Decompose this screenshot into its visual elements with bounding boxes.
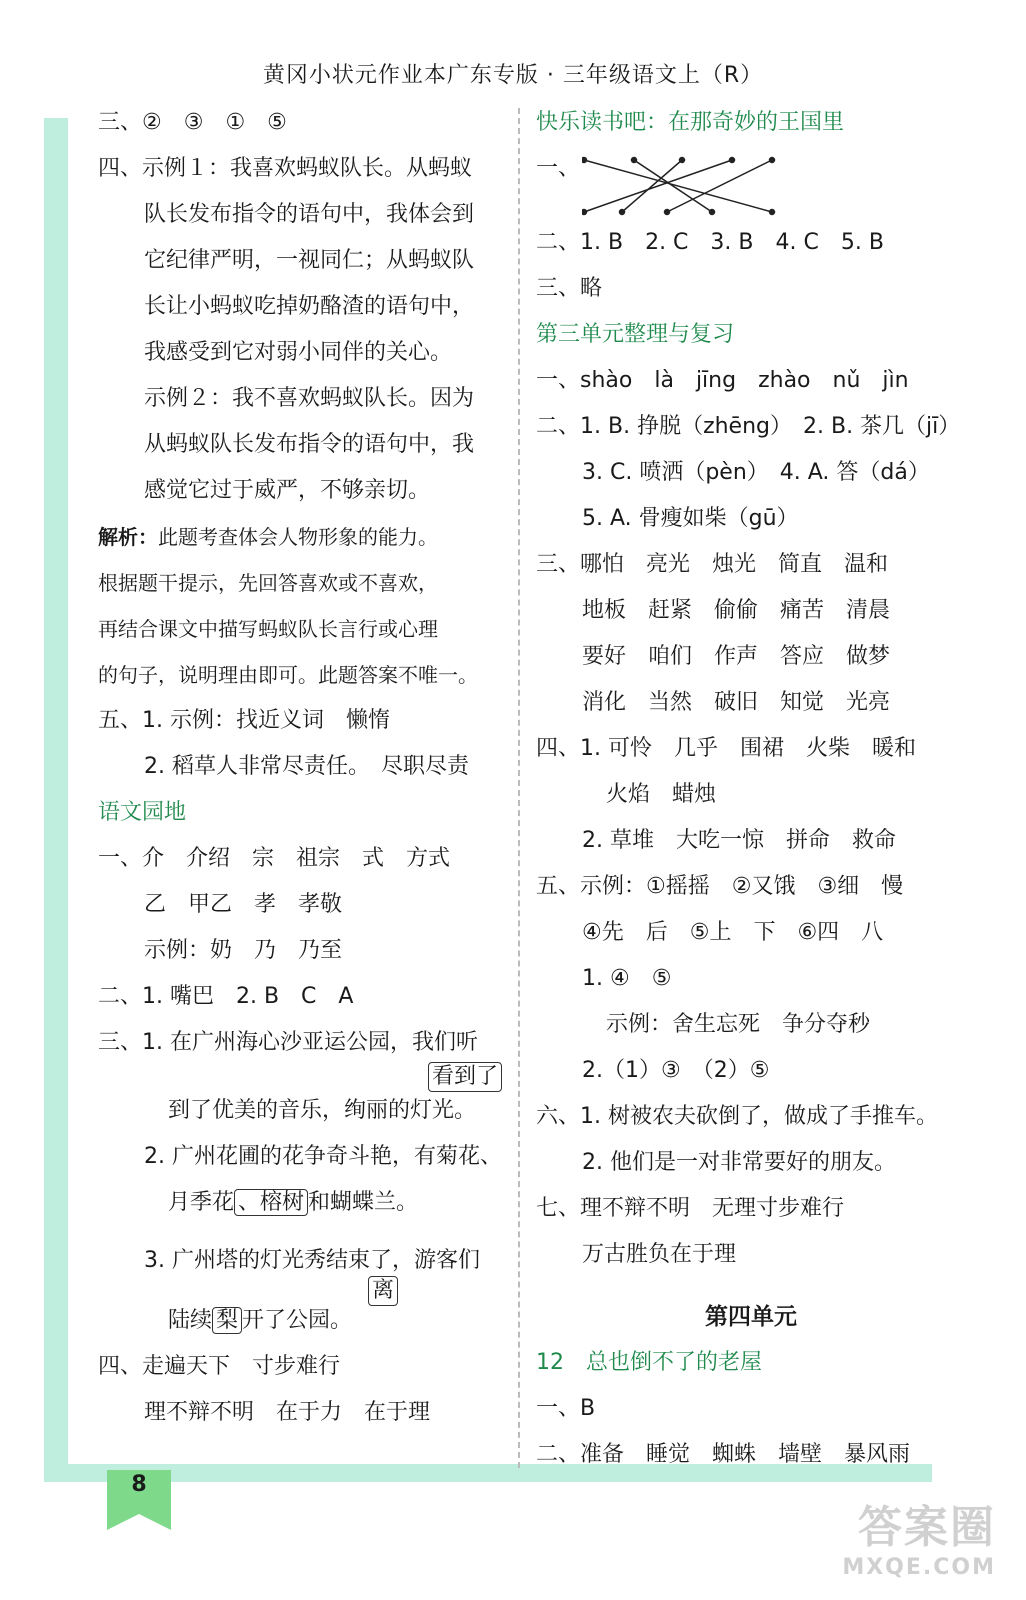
inserted-word: 看到了 bbox=[428, 1062, 502, 1092]
answer-text: 开了公园。 bbox=[242, 1308, 353, 1333]
left-column bbox=[98, 100, 508, 1436]
answer-line: 乙 甲乙 孝 孝敬 bbox=[144, 892, 343, 917]
correction-mark: 梨 bbox=[212, 1307, 242, 1334]
explanation-line bbox=[98, 514, 508, 560]
matching-lines-diagram bbox=[582, 154, 782, 218]
answer-line: 我感受到它对弱小同伴的关心。 bbox=[144, 340, 453, 365]
answer-line: 五、示例：①摇摇 ②又饿 ③细 慢 bbox=[536, 874, 904, 899]
correction-mark: 、榕树 bbox=[234, 1189, 308, 1216]
explanation-text: 此题考查体会人物形象的能力。 bbox=[158, 525, 438, 549]
answer-line: 四、1. 可怜 几乎 围裙 火柴 暖和 bbox=[536, 736, 916, 761]
answer-line: 3. 广州塔的灯光秀结束了，游客们 bbox=[144, 1248, 480, 1273]
answer-text: 月季花 bbox=[168, 1190, 235, 1215]
answer-line: 示例：舍生忘死 争分夺秒 bbox=[606, 1012, 871, 1037]
answer-line: 一、shào là jīng zhào nǔ jìn bbox=[536, 368, 909, 393]
answer-line: 一、B bbox=[536, 1396, 596, 1421]
right-column bbox=[536, 100, 966, 1478]
answer-line: 三、哪怕 亮光 烛光 简直 温和 bbox=[536, 552, 889, 577]
answer-line: 3. C. 喷洒（pèn） 4. A. 答（dá） bbox=[582, 460, 930, 485]
answer-line: 队长发布指令的语句中，我体会到 bbox=[144, 202, 475, 227]
lesson-title: 12 总也倒不了的老屋 bbox=[536, 1350, 762, 1375]
answer-line: 感觉它过于威严，不够亲切。 bbox=[144, 478, 431, 503]
answer-line bbox=[536, 146, 966, 220]
page-side-band bbox=[44, 118, 68, 1480]
section-title: 语文园地 bbox=[98, 800, 187, 825]
section-title: 快乐读书吧：在那奇妙的王国里 bbox=[536, 110, 845, 135]
answer-line: ④先 后 ⑤上 下 ⑥四 八 bbox=[582, 920, 884, 945]
answer-text: 和蝴蝶兰。 bbox=[308, 1190, 419, 1215]
answer-line: 万古胜负在于理 bbox=[582, 1242, 737, 1267]
correction-line bbox=[98, 1180, 508, 1226]
answer-line: 1. ④ ⑤ bbox=[582, 966, 672, 991]
answer-line: 5. A. 骨瘦如柴（gū） bbox=[582, 506, 799, 531]
answer-line: 长让小蚂蚁吃掉奶酪渣的语句中， bbox=[144, 294, 475, 319]
answer-text: 一、 bbox=[536, 156, 581, 181]
answer-line: 二、1. B. 挣脱（zhēng） 2. B. 茶几（jī） bbox=[536, 414, 961, 439]
page-number: 8 bbox=[131, 1472, 147, 1497]
watermark bbox=[842, 1491, 996, 1580]
answer-line: 二、1. 嘴巴 2. B C A bbox=[98, 984, 354, 1009]
answer-line: 七、理不辩不明 无理寸步难行 bbox=[536, 1196, 845, 1221]
section-title: 第三单元整理与复习 bbox=[536, 322, 735, 347]
correction-line bbox=[98, 1064, 508, 1134]
answer-line: 2.（1）③ （2）⑤ bbox=[582, 1058, 770, 1083]
answer-line: 理不辩不明 在于力 在于理 bbox=[144, 1400, 431, 1425]
answer-line: 火焰 蜡烛 bbox=[606, 782, 717, 807]
inserted-word: 离 bbox=[368, 1276, 398, 1306]
answer-line: 2. 稻草人非常尽责任。 尽职尽责 bbox=[144, 754, 469, 779]
watermark-logo-text: 答案圈 bbox=[858, 1502, 996, 1553]
answer-line: 它纪律严明，一视同仁；从蚂蚁队 bbox=[144, 248, 475, 273]
answer-line: 2. 草堆 大吃一惊 拼命 救命 bbox=[582, 828, 896, 853]
answer-line: 2. 他们是一对非常要好的朋友。 bbox=[582, 1150, 896, 1175]
answer-line: 消化 当然 破旧 知觉 光亮 bbox=[582, 690, 891, 715]
answer-text: 陆续 bbox=[168, 1308, 213, 1333]
answer-line: 二、1. B 2. C 3. B 4. C 5. B bbox=[536, 230, 884, 255]
answer-text: 到了优美的音乐，绚丽的灯光。 bbox=[168, 1098, 477, 1123]
answer-line: 一、介 介绍 宗 祖宗 式 方式 bbox=[98, 846, 451, 871]
column-divider bbox=[518, 108, 520, 1468]
explanation-line: 根据题干提示，先回答喜欢或不喜欢， bbox=[98, 571, 438, 595]
unit-title: 第四单元 bbox=[705, 1304, 797, 1330]
explanation-line: 再结合课文中描写蚂蚁队长言行或心理 bbox=[98, 617, 438, 641]
answer-line: 要好 咱们 作声 答应 做梦 bbox=[582, 644, 891, 669]
answer-line: 2. 广州花圃的花争奇斗艳，有菊花、 bbox=[144, 1144, 502, 1169]
answer-line: 三、1. 在广州海心沙亚运公园，我们听 bbox=[98, 1030, 478, 1055]
page-header: 黄冈小状元作业本广东专版 · 三年级语文上（R） bbox=[262, 63, 764, 88]
explanation-label: 解析： bbox=[98, 525, 158, 549]
answer-line: 三、略 bbox=[536, 276, 603, 301]
answer-line: 示例：奶 乃 乃至 bbox=[144, 938, 343, 963]
answer-line: 二、准备 睡觉 蜘蛛 墙壁 暴风雨 bbox=[536, 1442, 911, 1467]
correction-line bbox=[98, 1278, 508, 1344]
page-number-badge bbox=[107, 1470, 171, 1534]
answer-line: 示例２：我不喜欢蚂蚁队长。因为 bbox=[144, 386, 475, 411]
answer-line: 三、② ③ ① ⑤ bbox=[98, 110, 287, 135]
answer-line: 四、示例１：我喜欢蚂蚁队长。从蚂蚁 bbox=[98, 156, 473, 181]
explanation-line: 的句子，说明理由即可。此题答案不唯一。 bbox=[98, 663, 478, 687]
answer-line: 四、走遍天下 寸步难行 bbox=[98, 1354, 341, 1379]
answer-line: 六、1. 树被农夫砍倒了，做成了手推车。 bbox=[536, 1104, 938, 1129]
watermark-url: MXQE.COM bbox=[842, 1555, 996, 1580]
answer-line: 五、1. 示例：找近义词 懒惰 bbox=[98, 708, 390, 733]
answer-line: 地板 赶紧 偷偷 痛苦 清晨 bbox=[582, 598, 891, 623]
answer-line: 从蚂蚁队长发布指令的语句中，我 bbox=[144, 432, 475, 457]
